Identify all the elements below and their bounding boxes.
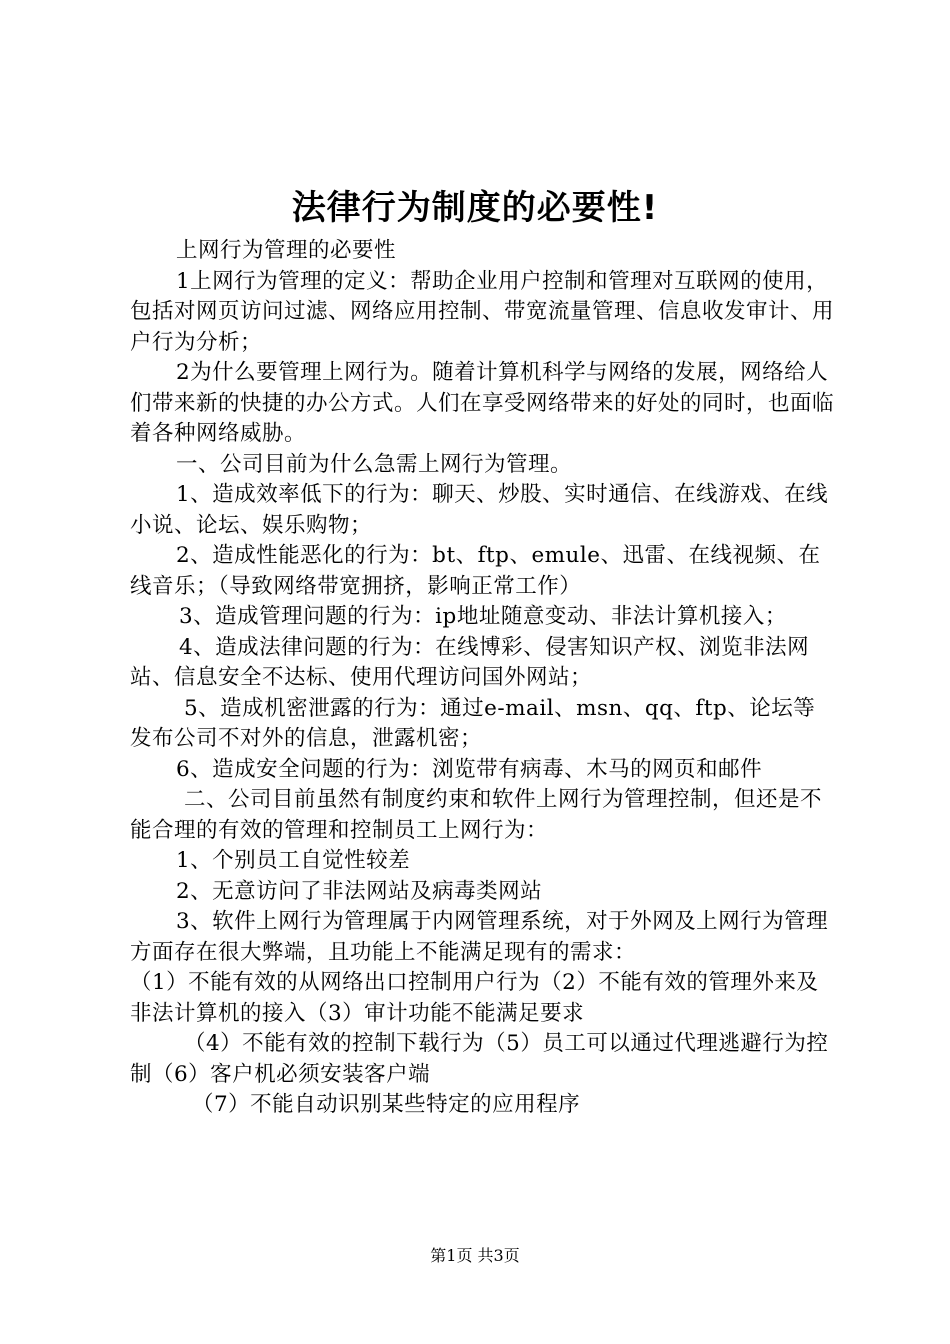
paragraph: （1）不能有效的从网络出口控制用户行为（2）不能有效的管理外来及非法计算机的接入（3）审计功能不能满足要求 (130, 970, 819, 1026)
paragraph: 2、无意访问了非法网站及病毒类网站 (176, 878, 543, 904)
paragraph: 一、公司目前为什么急需上网行为管理。 (176, 451, 573, 477)
paragraph: 1上网行为管理的定义：帮助企业用户控制和管理对互联网的使用，包括对网页访问过滤、网络应用控制、带宽流量管理、信息收发审计、用户行为分析； (130, 268, 835, 355)
page-footer: 第1页 共3页 (430, 1246, 520, 1265)
paragraph: 二、公司目前虽然有制度约束和软件上网行为管理控制，但还是不能合理的有效的管理和控制员工上网行为： (130, 787, 823, 843)
paragraph: 3、软件上网行为管理属于内网管理系统，对于外网及上网行为管理方面存在很大弊端，且功能上不能满足现有的需求： (130, 909, 829, 965)
paragraph: （4）不能有效的控制下载行为（5）员工可以通过代理逃避行为控制（6）客户机必须安装客户端 (130, 1031, 829, 1087)
paragraph: 5、造成机密泄露的行为：通过e-mail、msn、qq、ftp、论坛等发布公司不对外的信息，泄露机密； (130, 695, 816, 751)
paragraph: 1、造成效率低下的行为：聊天、炒股、实时通信、在线游戏、在线小说、论坛、娱乐购物； (130, 482, 829, 538)
paragraph: 2、造成性能恶化的行为：bt、ftp、emule、迅雷、在线视频、在线音乐；（导致网络带宽拥挤，影响正常工作） (130, 543, 821, 599)
paragraph: 上网行为管理的必要性 (176, 238, 397, 263)
paragraph: 2为什么要管理上网行为。随着计算机科学与网络的发展，网络给人们带来新的快捷的办公方式。人们在享受网络带来的好处的同时，也面临着各种网络威胁。 (130, 360, 835, 446)
paragraph: 3、造成管理问题的行为：ip地址随意变动、非法计算机接入； (179, 604, 787, 629)
paragraph: 4、造成法律问题的行为：在线博彩、侵害知识产权、浏览非法网站、信息安全不达标、使用代理访问国外网站； (130, 634, 810, 690)
document-title: 法律行为制度的必要性! (291, 188, 659, 228)
document-body (130, 236, 834, 1121)
paragraph: （7）不能自动识别某些特定的应用程序 (192, 1092, 581, 1117)
paragraph: 6、造成安全问题的行为：浏览带有病毒、木马的网页和邮件 (176, 756, 763, 782)
paragraph: 1、个别员工自觉性较差 (176, 848, 411, 873)
